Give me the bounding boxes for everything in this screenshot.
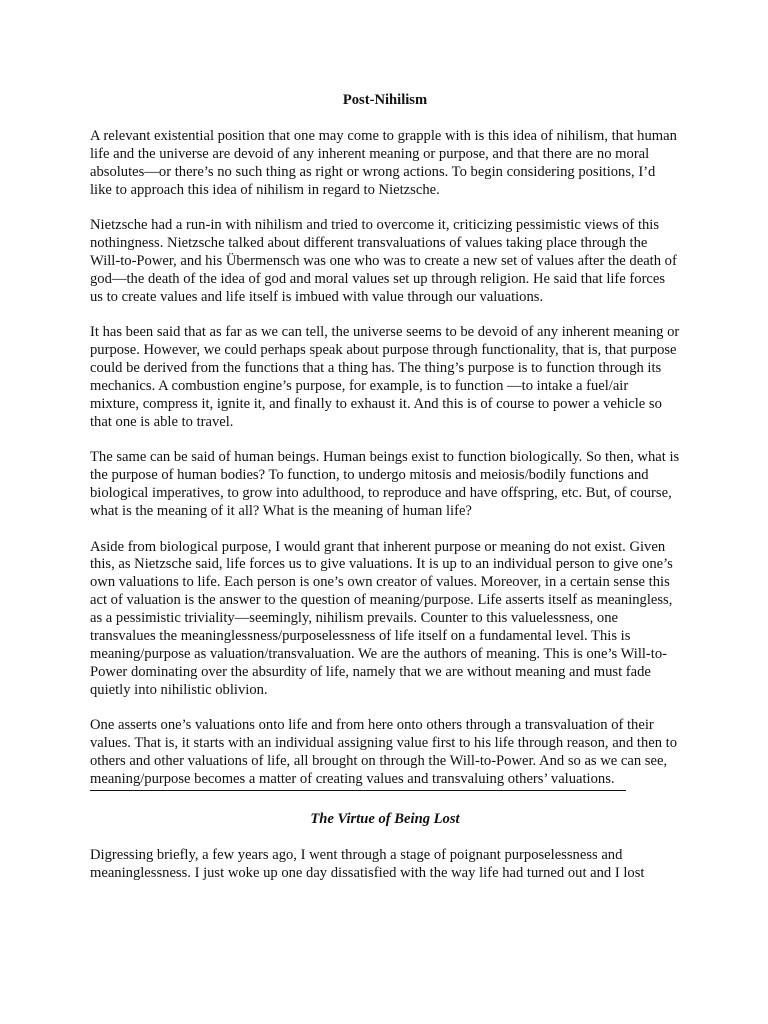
paragraph-1: A relevant existential position that one may come to grapple with is this idea of nihilism, that human life and the universe are devoid of any inherent meaning or purpose, and that there are no moral absolutes—or there’s no such thing as right or wrong actions. To begin considering positions, I’d like to approach this idea of nihilism in regard to Nietzsche. [90,127,677,198]
paragraph-2: Nietzsche had a run-in with nihilism and tried to overcome it, criticizing pessimistic views of this nothingness. Nietzsche talked about different transvaluations of values taking place through the Will-to-Power, and his Übermensch was one who was to create a new set of values after the death of god—the death of the idea of god and moral values set up through religion. He said that life forces us to create values and life itself is imbued with value through our valuations. [90,217,677,305]
paragraph-7: Digressing briefly, a few years ago, I went through a stage of poignant purposelessness and meaninglessness. I just woke up one day dissatisfied with the way life had turned out and I lost [90,847,645,882]
paragraph-4: The same can be said of human beings. Human beings exist to function biologically. So then, what is the purpose of human bodies? To function, to undergo mitosis and meiosis/bodily functions and biological imperatives, to grow into adulthood, to reproduce and have offspring, etc. But, of course, what is the meaning of it all? What is the meaning of human life? [90,449,680,519]
section-title: The Virtue of Being Lost [310,811,460,828]
paragraph-6: One asserts one’s valuations onto life and from here onto others through a transvaluation of their values. That is, it starts with an individual assigning value first to his life through reason, and then to others and other valuations of life, all brought on through the Will-to-Power. And so as we can see, meaning/purpose becomes a matter of creating values and transvaluing others’ valuations. [90,717,678,787]
paragraph-3: It has been said that as far as we can tell, the universe seems to be devoid of any inherent meaning or purpose. However, we could perhaps speak about purpose through functionality, that is, that purpose could be derived from the functions that a thing has. The thing’s purpose is to function through its mechanics. A combustion engine’s purpose, for example, is to function —to intake a fuel/air mixture, compress it, ignite it, and finally to exhaust it. And this is of course to power a vehicle so that one is able to travel. [90,324,680,430]
document-page [90,92,680,901]
section-divider [90,790,626,791]
paragraph-5: Aside from biological purpose, I would grant that inherent purpose or meaning do not exist. Given this, as Nietzsche said, life forces us to give valuations. It is up to an individual person to give one’s own valuations to life. Each person is one’s own creator of values. Moreover, in a certain sense this act of valuation is the answer to the question of meaning/purpose. Life asserts itself as meaningless, as a pessimistic triviality—seemingly, nihilism prevails. Counter to this valuelessness, one transvalues the meaninglessness/purposelessness of life itself on a fundamental level. This is meaning/purpose as valuation/transvaluation. We are the authors of meaning. This is one’s Will-to-Power dominating over the absurdity of life, namely that we are without meaning and must fade quietly into nihilistic oblivion. [90,538,673,698]
document-title: Post-Nihilism [342,92,428,108]
